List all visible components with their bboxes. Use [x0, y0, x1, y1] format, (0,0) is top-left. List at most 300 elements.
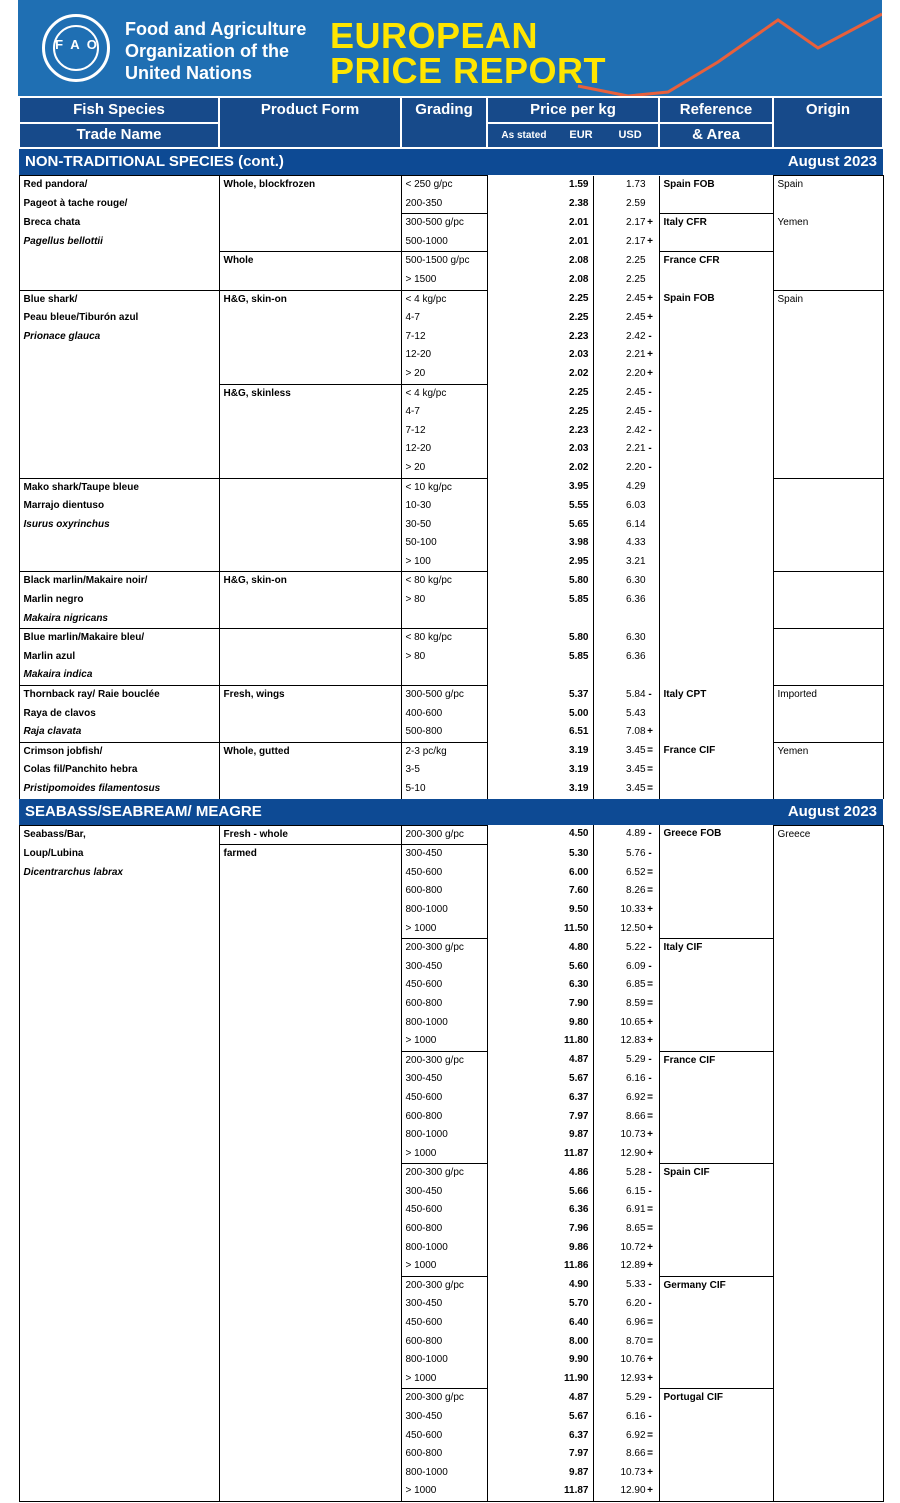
product-form-cell — [219, 761, 401, 780]
usd-value: 4.33 — [626, 537, 646, 549]
usd-price-cell — [593, 365, 659, 384]
trend-marker: - — [648, 330, 652, 342]
usd-value: 6.92 — [626, 1091, 646, 1103]
grading-cell: 800-1000 — [401, 1239, 487, 1258]
species-cell: Breca chata — [19, 214, 219, 233]
col-header-grading: Grading — [401, 97, 487, 148]
usd-price-cell — [593, 705, 659, 724]
table-row — [19, 422, 883, 441]
eur-price-cell: 4.87 — [487, 1389, 593, 1408]
eur-price-cell: 9.80 — [487, 1014, 593, 1033]
product-form-cell — [219, 995, 401, 1014]
report-title: EUROPEAN PRICE REPORT — [330, 15, 607, 91]
grading-cell: < 10 kg/pc — [401, 478, 487, 497]
trend-marker: + — [647, 1241, 653, 1253]
table-row — [19, 365, 883, 384]
usd-value: 2.59 — [626, 197, 646, 209]
table-row — [19, 497, 883, 516]
eur-price-cell: 6.36 — [487, 1201, 593, 1220]
grading-cell: 5-10 — [401, 780, 487, 799]
eur-price-cell: 11.86 — [487, 1257, 593, 1276]
usd-price-cell — [593, 920, 659, 939]
trend-marker: + — [647, 1147, 653, 1159]
origin-cell — [773, 1070, 883, 1089]
trend-marker: + — [647, 216, 653, 228]
usd-price-cell — [593, 459, 659, 478]
trend-marker: - — [648, 847, 652, 859]
usd-value: 5.43 — [626, 707, 646, 719]
eur-price-cell: 3.98 — [487, 534, 593, 553]
eur-price-cell: 11.50 — [487, 920, 593, 939]
reference-cell: Spain FOB — [659, 290, 773, 309]
product-form-cell — [219, 1314, 401, 1333]
species-cell — [19, 252, 219, 271]
usd-value: 2.45 — [626, 387, 646, 399]
usd-price-cell — [593, 1070, 659, 1089]
species-cell — [19, 1276, 219, 1295]
origin-cell — [773, 252, 883, 271]
usd-value: 6.30 — [626, 574, 646, 586]
usd-price-cell — [593, 958, 659, 977]
grading-cell: < 4 kg/pc — [401, 384, 487, 403]
usd-price-cell — [593, 1445, 659, 1464]
reference-cell: Italy CFR — [659, 214, 773, 233]
usd-price-cell — [593, 214, 659, 233]
usd-value: 4.89 — [626, 828, 646, 840]
species-cell — [19, 1145, 219, 1164]
usd-price-cell — [593, 1295, 659, 1314]
origin-cell — [773, 478, 883, 497]
origin-cell — [773, 1032, 883, 1051]
origin-cell — [773, 629, 883, 648]
product-form-cell — [219, 534, 401, 553]
product-form-cell: Fresh, wings — [219, 686, 401, 705]
grading-cell: 200-300 g/pc — [401, 825, 487, 845]
reference-cell — [659, 845, 773, 864]
eur-price-cell: 2.25 — [487, 290, 593, 309]
table-row — [19, 864, 883, 883]
origin-cell — [773, 1014, 883, 1033]
origin-cell: Greece — [773, 825, 883, 845]
reference-cell — [659, 459, 773, 478]
product-form-cell — [219, 1276, 401, 1295]
product-form-cell — [219, 939, 401, 958]
product-form-cell — [219, 705, 401, 724]
origin-cell — [773, 346, 883, 365]
eur-price-cell: 3.19 — [487, 742, 593, 761]
usd-value: 2.42 — [626, 424, 646, 436]
grading-cell: 300-500 g/pc — [401, 686, 487, 705]
grading-cell: 450-600 — [401, 1427, 487, 1446]
reference-cell — [659, 195, 773, 214]
trend-marker: - — [648, 960, 652, 972]
table-row — [19, 825, 883, 845]
table-row — [19, 1126, 883, 1145]
species-cell — [19, 459, 219, 478]
eur-price-cell: 4.80 — [487, 939, 593, 958]
product-form-cell — [219, 882, 401, 901]
table-row — [19, 1314, 883, 1333]
species-cell — [19, 1108, 219, 1127]
table-row — [19, 629, 883, 648]
usd-price-cell — [593, 1239, 659, 1258]
grading-cell: 600-800 — [401, 1445, 487, 1464]
trend-marker: + — [647, 1485, 653, 1497]
usd-value: 8.65 — [626, 1223, 646, 1235]
origin-cell — [773, 1164, 883, 1183]
usd-value: 8.66 — [626, 1448, 646, 1460]
usd-value: 12.90 — [620, 1147, 646, 1159]
species-cell: Raya de clavos — [19, 705, 219, 724]
usd-price-cell — [593, 995, 659, 1014]
grading-cell: 450-600 — [401, 1201, 487, 1220]
species-cell: Black marlin/Makaire noir/ — [19, 572, 219, 591]
grading-cell: 450-600 — [401, 864, 487, 883]
table-row — [19, 346, 883, 365]
eur-price-cell: 6.30 — [487, 976, 593, 995]
species-cell: Marlin negro — [19, 591, 219, 610]
origin-cell: Yemen — [773, 742, 883, 761]
usd-price-cell — [593, 233, 659, 252]
origin-cell — [773, 1408, 883, 1427]
origin-cell: Yemen — [773, 214, 883, 233]
origin-cell — [773, 1314, 883, 1333]
eur-price-cell: 7.97 — [487, 1445, 593, 1464]
reference-cell: France CIF — [659, 742, 773, 761]
product-form-cell — [219, 422, 401, 441]
reference-cell: Germany CIF — [659, 1276, 773, 1295]
usd-price-cell — [593, 422, 659, 441]
trend-marker: = — [647, 1429, 653, 1441]
grading-cell: 450-600 — [401, 1089, 487, 1108]
table-row — [19, 882, 883, 901]
origin-cell — [773, 403, 883, 422]
table-row — [19, 328, 883, 347]
reference-cell — [659, 534, 773, 553]
species-cell — [19, 1164, 219, 1183]
product-form-cell — [219, 1257, 401, 1276]
species-cell: Blue marlin/Makaire bleu/ — [19, 629, 219, 648]
trend-marker: + — [647, 293, 653, 305]
product-form-cell — [219, 1089, 401, 1108]
usd-price-cell — [593, 1408, 659, 1427]
product-form-cell — [219, 365, 401, 384]
eur-price-cell: 2.95 — [487, 553, 593, 572]
reference-cell — [659, 1482, 773, 1501]
usd-value: 2.17 — [626, 235, 646, 247]
table-row — [19, 920, 883, 939]
grading-cell: 50-100 — [401, 534, 487, 553]
col-header-price-sub: As stated EUR USD — [487, 123, 659, 148]
usd-value: 5.29 — [626, 1054, 646, 1066]
species-cell — [19, 1314, 219, 1333]
usd-value: 6.03 — [626, 500, 646, 512]
usd-price-cell — [593, 648, 659, 667]
trend-marker: + — [647, 922, 653, 934]
species-cell: Makaira indica — [19, 666, 219, 685]
reference-cell — [659, 1089, 773, 1108]
eur-price-cell: 11.80 — [487, 1032, 593, 1051]
table-row — [19, 1408, 883, 1427]
origin-cell — [773, 195, 883, 214]
usd-value: 6.96 — [626, 1317, 646, 1329]
table-row — [19, 195, 883, 214]
usd-price-cell — [593, 591, 659, 610]
eur-price-cell: 5.85 — [487, 648, 593, 667]
usd-price-cell — [593, 1164, 659, 1183]
trend-marker: = — [647, 1204, 653, 1216]
trend-marker: - — [648, 1298, 652, 1310]
grading-cell: 300-450 — [401, 1183, 487, 1202]
table-row — [19, 534, 883, 553]
origin-cell — [773, 309, 883, 328]
eur-price-cell: 2.01 — [487, 214, 593, 233]
reference-cell — [659, 1220, 773, 1239]
product-form-cell — [219, 214, 401, 233]
reference-cell — [659, 723, 773, 742]
species-cell — [19, 1464, 219, 1483]
origin-cell — [773, 939, 883, 958]
species-cell: Dicentrarchus labrax — [19, 864, 219, 883]
species-cell — [19, 1126, 219, 1145]
grading-cell: 12-20 — [401, 346, 487, 365]
usd-value: 2.45 — [626, 293, 646, 305]
reference-cell — [659, 780, 773, 799]
origin-cell — [773, 920, 883, 939]
trend-marker: + — [647, 1260, 653, 1272]
species-cell — [19, 1333, 219, 1352]
origin-cell: Spain — [773, 290, 883, 309]
species-cell: Loup/Lubina — [19, 845, 219, 864]
eur-price-cell: 2.02 — [487, 459, 593, 478]
grading-cell: 4-7 — [401, 309, 487, 328]
eur-price-cell: 7.60 — [487, 882, 593, 901]
origin-cell — [773, 1482, 883, 1501]
section-header — [19, 148, 883, 176]
report-banner — [18, 0, 882, 96]
grading-cell: 500-1500 g/pc — [401, 252, 487, 271]
trend-marker: + — [647, 349, 653, 361]
origin-cell — [773, 882, 883, 901]
origin-cell — [773, 1220, 883, 1239]
product-form-cell: H&G, skinless — [219, 384, 401, 403]
table-row — [19, 591, 883, 610]
product-form-cell — [219, 459, 401, 478]
usd-price-cell — [593, 761, 659, 780]
usd-price-cell — [593, 290, 659, 309]
table-row — [19, 1051, 883, 1070]
grading-cell: 12-20 — [401, 440, 487, 459]
grading-cell: 2-3 pc/kg — [401, 742, 487, 761]
usd-price-cell — [593, 346, 659, 365]
grading-cell: > 1000 — [401, 920, 487, 939]
usd-value: 6.20 — [626, 1298, 646, 1310]
table-row — [19, 761, 883, 780]
product-form-cell — [219, 1164, 401, 1183]
product-form-cell — [219, 328, 401, 347]
usd-value: 10.33 — [620, 903, 646, 915]
usd-price-cell — [593, 271, 659, 290]
grading-cell: 800-1000 — [401, 1464, 487, 1483]
reference-cell — [659, 1108, 773, 1127]
usd-value: 2.25 — [626, 273, 646, 285]
reference-cell: Spain CIF — [659, 1164, 773, 1183]
usd-value: 12.93 — [620, 1372, 646, 1384]
product-form-cell — [219, 271, 401, 290]
product-form-cell — [219, 610, 401, 629]
reference-cell — [659, 920, 773, 939]
usd-price-cell — [593, 864, 659, 883]
grading-cell: > 80 — [401, 591, 487, 610]
origin-cell — [773, 610, 883, 629]
trend-marker: + — [647, 1035, 653, 1047]
trend-marker: + — [647, 367, 653, 379]
grading-cell: 600-800 — [401, 1108, 487, 1127]
grading-cell: 30-50 — [401, 516, 487, 535]
eur-price-cell: 2.01 — [487, 233, 593, 252]
eur-price-cell: 4.90 — [487, 1276, 593, 1295]
trend-marker: = — [647, 764, 653, 776]
usd-price-cell — [593, 516, 659, 535]
reference-cell — [659, 976, 773, 995]
eur-price-cell: 1.59 — [487, 176, 593, 195]
section-date: August 2023 — [659, 148, 883, 176]
origin-cell: Imported — [773, 686, 883, 705]
product-form-cell — [219, 1408, 401, 1427]
product-form-cell — [219, 346, 401, 365]
trend-marker: - — [648, 1279, 652, 1291]
species-cell: Mako shark/Taupe bleue — [19, 478, 219, 497]
product-form-cell: Whole — [219, 252, 401, 271]
reference-cell — [659, 1314, 773, 1333]
col-header-origin: Origin — [773, 97, 883, 148]
table-row — [19, 233, 883, 252]
col-header-product-form: Product Form — [219, 97, 401, 148]
product-form-cell — [219, 1126, 401, 1145]
species-cell — [19, 553, 219, 572]
species-cell — [19, 995, 219, 1014]
reference-cell — [659, 1333, 773, 1352]
usd-price-cell — [593, 478, 659, 497]
species-cell: Prionace glauca — [19, 328, 219, 347]
eur-price-cell: 6.37 — [487, 1427, 593, 1446]
species-cell — [19, 1389, 219, 1408]
trend-marker: - — [648, 387, 652, 399]
trend-marker: - — [648, 1411, 652, 1422]
origin-cell — [773, 705, 883, 724]
usd-price-cell — [593, 845, 659, 864]
reference-cell — [659, 1257, 773, 1276]
usd-value: 7.08 — [626, 726, 646, 738]
usd-price-cell — [593, 534, 659, 553]
table-row — [19, 1482, 883, 1501]
product-form-cell: Fresh - whole — [219, 825, 401, 845]
usd-value: 3.45 — [626, 745, 646, 757]
reference-cell — [659, 384, 773, 403]
reference-cell — [659, 591, 773, 610]
reference-cell — [659, 422, 773, 441]
usd-value: 3.45 — [626, 764, 646, 776]
trend-marker: - — [648, 1166, 652, 1178]
origin-cell — [773, 233, 883, 252]
trend-marker: + — [647, 1129, 653, 1141]
usd-value: 6.15 — [626, 1185, 646, 1197]
species-cell: Pageot à tache rouge/ — [19, 195, 219, 214]
col-header-trade-name: Trade Name — [19, 123, 219, 148]
reference-cell — [659, 440, 773, 459]
origin-cell — [773, 958, 883, 977]
grading-cell: 800-1000 — [401, 901, 487, 920]
species-cell — [19, 958, 219, 977]
species-cell — [19, 403, 219, 422]
trend-marker: = — [647, 979, 653, 991]
reference-cell — [659, 666, 773, 685]
usd-value: 10.65 — [620, 1016, 646, 1028]
usd-price-cell — [593, 1183, 659, 1202]
usd-price-cell — [593, 1482, 659, 1501]
species-cell: Colas fil/Panchito hebra — [19, 761, 219, 780]
product-form-cell — [219, 976, 401, 995]
origin-cell — [773, 901, 883, 920]
reference-cell — [659, 901, 773, 920]
reference-cell — [659, 478, 773, 497]
usd-price-cell — [593, 882, 659, 901]
table-row — [19, 1220, 883, 1239]
grading-cell: 200-300 g/pc — [401, 939, 487, 958]
reference-cell — [659, 1464, 773, 1483]
table-row — [19, 705, 883, 724]
usd-price-cell — [593, 1145, 659, 1164]
species-cell — [19, 534, 219, 553]
grading-cell: 800-1000 — [401, 1351, 487, 1370]
trend-marker: = — [647, 1317, 653, 1329]
species-cell — [19, 1370, 219, 1389]
trend-marker: + — [647, 1354, 653, 1366]
grading-cell: > 100 — [401, 553, 487, 572]
table-row — [19, 384, 883, 403]
product-form-cell — [219, 629, 401, 648]
usd-value: 10.73 — [620, 1129, 646, 1141]
usd-price-cell — [593, 780, 659, 799]
table-row — [19, 648, 883, 667]
eur-price-cell: 5.85 — [487, 591, 593, 610]
species-cell — [19, 1051, 219, 1070]
trend-marker: = — [647, 783, 653, 794]
grading-cell: 300-450 — [401, 1295, 487, 1314]
table-row — [19, 939, 883, 958]
species-cell — [19, 1089, 219, 1108]
reference-cell: Italy CIF — [659, 939, 773, 958]
eur-price-cell: 9.90 — [487, 1351, 593, 1370]
origin-cell — [773, 572, 883, 591]
species-cell: Marlin azul — [19, 648, 219, 667]
usd-price-cell — [593, 1051, 659, 1070]
table-row — [19, 1145, 883, 1164]
product-form-cell — [219, 666, 401, 685]
origin-cell — [773, 1201, 883, 1220]
product-form-cell — [219, 1295, 401, 1314]
usd-price-cell — [593, 1014, 659, 1033]
table-row — [19, 478, 883, 497]
product-form-cell — [219, 1370, 401, 1389]
usd-price-cell — [593, 1089, 659, 1108]
trend-marker: + — [647, 726, 653, 738]
eur-price-cell: 2.23 — [487, 328, 593, 347]
species-cell — [19, 1445, 219, 1464]
trend-marker: + — [647, 1372, 653, 1384]
usd-value: 6.91 — [626, 1204, 646, 1216]
usd-price-cell — [593, 1370, 659, 1389]
